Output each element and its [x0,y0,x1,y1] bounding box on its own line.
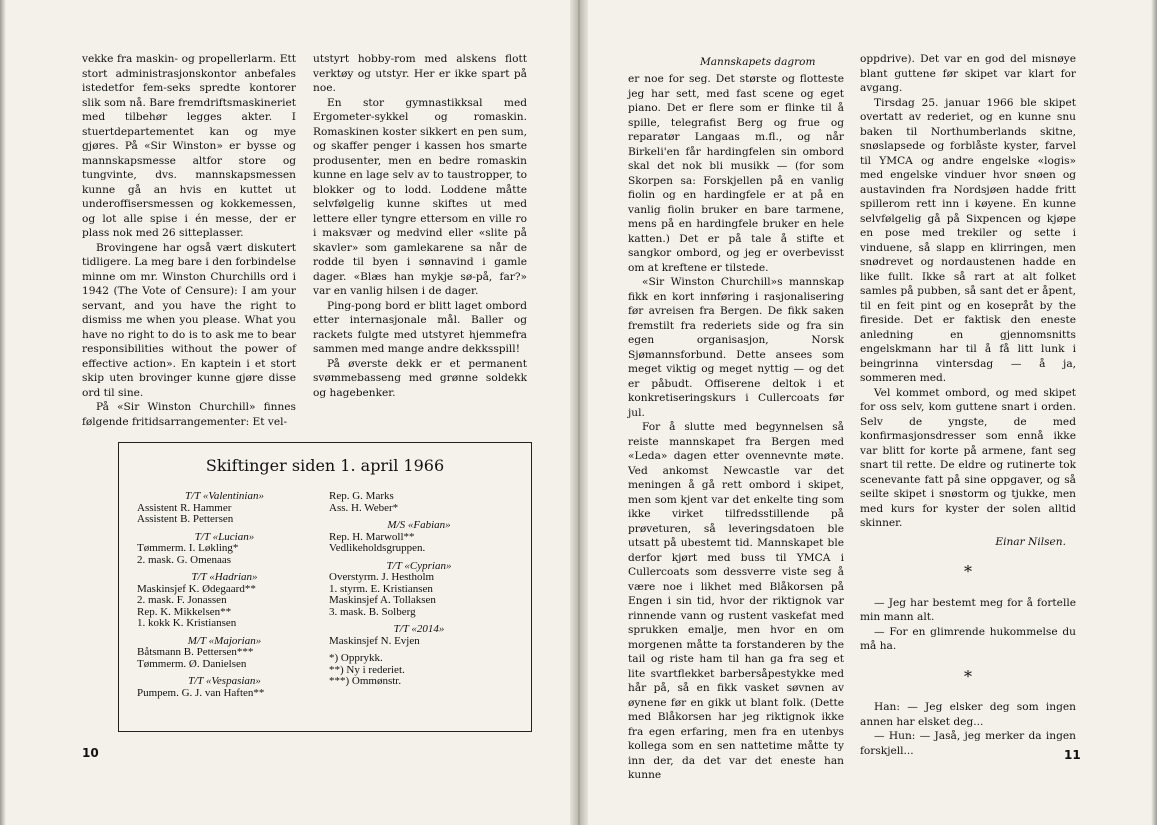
book-gutter [570,0,588,825]
crew-entry: Rep. K. Mikkelsen** [137,605,232,618]
paragraph: På øverste dekk er et permanent svømmebasseng med grønne soldekk og hagebenker. [313,357,527,399]
ship-name: T/T «Cyprian» [386,559,452,572]
paragraph: Tirsdag 25. januar 1966 ble skipet overtatt av rederiet, og en kunne snu baken til Northumberlands skitne, snøslapsede og forblåste kyster, farvel til YMCA og andre engelske «logis» med engelske vinduer hvor snøen og austavinden fra Nordsjøen hadde fritt spillerom rett inn i køyene. En kunne selvfølgelig gå på Sixpencen og kjøpe en pose med trekiler og sette i vinduene, så slapp en klirringen, men snødrevet og nordaustenen hadde en like fullt. Ikke så rart at alt folket samles på pubben, så sant det er åpent, til en feit pint og en kosepråt by the fireside. Det er faktisk den eneste anledning en gjennomsnitts engelskmann har til å få litt lunk i beingrinna vintersdag — å ja, sommeren med. [860,96,1076,384]
crew-entry: 3. mask. B. Solberg [329,605,416,618]
crew-entry: Båtsmann B. Pettersen*** [137,646,254,658]
right-page-column-2-text [860,52,1076,531]
crew-entry: Tømmerm. Ø. Danielsen [137,657,247,670]
crew-group [137,676,312,699]
crew-changes-box [118,442,532,732]
paragraph: vekke fra maskin- og propellerlarm. Ett stort administrasjonskontor anbefales istedetfor fem-seks spredte kontorer slik som nå. Bare fremdriftsmaskineriet med tilbehør legges akter. I stuertdepartementet kan og mye gjøres. På «Sir Winston» er bysse og mannskapsmesse altfor store og tungvinte, dvs. mannskapsmessen kunne gå an hvis en kuttet ut underoffisersmessen og kokkemessen, og lot alle spise i én messe, der er plass nok med 26 sitteplasser. [82,53,296,239]
joke-line: Han: — Jeg elsker deg som ingen annen har elsket deg... [860,701,1076,728]
crew-entry: Tømmerm. I. Løkling* [137,542,239,554]
paragraph: For å slutte med begynnelsen så reiste mannskapet fra Bergen med «Leda» dagen etter ovennevnte møte. Ved ankomst Newcastle var det meningen å gå rett ombord i skipet, men som kjent var det enkelte ting som ikke virket tilfredsstillende på prøveturen, så leveringsdatoen ble utsatt på ubestemt tid. Mannskapet ble derfor kjørt med buss til YMCA i Cullercoats som dessverre viste seg å være noe i likhet med Blåkorsen på Engen i sin tid, hvor der riktignok var rinnende vann og rustent vaskefat med sprukken emalje, men hvor en om morgenen måtte ta forstanderen by the tail og riste ham til han ga fra seg et lite svartflekket barbersåpestykke med hår på, så en fikk vasket søvnen av øynene før en gikk ut blant folk. (Dette med Blåkorsen har jeg riktignok ikke fra egen erfaring, men fra en utenbys kollega som en sen nattetime måtte ty inn der, da det var det eneste han kunne [628,421,844,781]
ship-name: T/T «Lucian» [194,530,255,543]
crew-entry: Rep. H. Marwoll** [329,530,415,543]
joke-line: — For en glimrende hukommelse du må ha. [860,625,1076,652]
page-number-right: 11 [1064,748,1081,762]
crew-changes-right-column [329,491,509,688]
crew-entry: ***) Ommønstr. [329,675,402,687]
paragraph: En stor gymnastikksal med Ergometer-sykkel og romaskin. Romaskinen koster sikkert en pen sum, og skaffer penger i kassen hos smarte produsenter, men en bedre romaskin kunne en lage selv av to taustropper, to blokker og to lodd. Loddene måtte selvfølgelig kunne skiftes ut med lettere eller tyngre ettersom en ville ro i maksvær og medvind eller «slite på skavler» som gamlekarene sa når de rodde til byen i sønnavind i gamle dager. «Blæs han mykje sø-på, far?» var en vanlig hilsen i de dager. [313,96,527,297]
paragraph: er noe for seg. Det største og flotteste jeg har sett, med fast scene og eget piano. Det er flere som er flinke til å spille, telegrafist Berg og frue og reparatør Langaas m.fl., og når Birkeli'en får hardingfelen sin ombord skal det nok bli musikk — (for som Skorpen sa: Forskjellen på en vanlig fiolin og en hardingfele er at på en vanlig fiolin bruker en bare tarmene, mens på en hardingfele bruker en hele katten.) Det er på tale å stifte et sangkor ombord, og jeg er overbevisst om at kreftene er tilstede. [628,73,844,274]
crew-entry: *) Opprykk. [329,652,383,664]
crew-group [137,491,312,526]
crew-entry: 2. mask. F. Jonassen [137,594,227,606]
crew-entry: 1. styrm. E. Kristiansen [329,582,433,595]
crew-group [329,624,509,647]
crew-group [329,561,509,619]
separator-star-2: * [964,666,972,686]
crew-entry: Overstyrm. J. Hestholm [329,571,435,583]
crew-entry: Maskinsjef A. Tollaksen [329,594,436,606]
crew-entry: Assistent R. Hammer [137,501,232,514]
paragraph: Brovingene har også vært diskutert tidligere. La meg bare i den forbindelse minne om mr. Winston Churchills ord i 1942 (The Vote of Censure): I am your servant, and you have the right to dismiss me when you please. What you have no right to do is to ask me to bear responsibilities without the power of effective action». En kaptein i et stort skip uten brovinger kunne gjøre disse ord til sine. [82,241,296,399]
crew-group [137,532,312,567]
crew-group [329,653,509,688]
crew-entry: Ass. H. Weber* [329,501,399,514]
separator-star-1: * [964,562,972,581]
crew-entry: **) Ny i rederiet. [329,663,405,676]
crew-group [137,572,312,630]
crew-changes-title: Skiftinger siden 1. april 1966 [205,456,445,475]
ship-name: T/T «Hadrian» [191,571,258,583]
crew-entry: Pumpem. G. J. van Haften** [137,686,265,699]
ship-name: T/T «Valentinian» [185,490,264,502]
crew-entry: Rep. G. Marks [329,490,394,502]
paragraph: utstyrt hobby-rom med alskens flott verktøy og utstyr. Her er ikke spart på noe. [313,53,527,94]
crew-entry: Maskinsjef N. Evjen [329,634,420,647]
right-page-column-2 [860,52,1076,758]
crew-group [329,520,509,555]
joke-1 [860,596,1076,654]
page-number-left: 10 [82,746,99,760]
crew-group [329,491,509,514]
right-page-column-1 [628,72,844,783]
crew-entry: Maskinsjef K. Ødegaard** [137,582,256,595]
left-page-column-1 [82,52,296,429]
ship-name: M/T «Majorian» [187,634,262,647]
paragraph: Vel kommet ombord, og med skipet for oss selv, kom guttene snart i orden. Selv de yngste, de med konfirmasjonsdresser som ennå ikke var blitt for korte på armene, fant seg snart til rette. De eldre og rutinerte tok scenevante fatt på sine oppgaver, og så seilte skipet i snøstorm og tjukke, men med kurs for kyster der solen alltid skinner. [860,386,1076,529]
page-edge-right [1151,0,1157,825]
paragraph: oppdrive). Det var en god del misnøye blant guttene før skipet var klart for avgang. [860,53,1076,94]
page-edge-left [0,0,6,825]
left-page-column-2 [313,52,527,400]
paragraph: På «Sir Winston Churchill» finnes følgende fritidsarrangementer: Et vel- [82,401,296,428]
crew-entry: 2. mask. G. Omenaas [137,553,232,566]
joke-line: — Hun: — Jaså, jeg merker da ingen forskjell... [860,730,1076,757]
joke-line: — Jeg har bestemt meg for å fortelle min mann alt. [860,596,1076,623]
crew-entry: 1. kokk K. Kristiansen [137,617,237,629]
crew-entry: Assistent B. Pettersen [137,513,234,525]
ship-name: M/S «Fabian» [387,519,451,531]
crew-group [137,636,312,671]
crew-entry: Vedlikeholdsgruppen. [329,542,426,554]
crew-changes-left-column [137,491,312,699]
author-signature: Einar Nilsen. [995,535,1066,548]
running-head: Mannskapets dagrom [700,56,816,68]
ship-name: T/T «Vespasian» [188,675,261,687]
paragraph: Ping-pong bord er blitt laget ombord etter internasjonale mål. Baller og rackets fulgte med utstyret hjemmefra sammen med mange andre dekksspill! [313,299,527,355]
paragraph: «Sir Winston Churchill»s mannskap fikk en kort innføring i rasjonalisering før avreisen fra Bergen. De fikk saken fremstilt fra rederiets side og fra sin egen organisasjon, Norsk Sjømannsforbund. Dette ansees som meget viktig og meget nyttig — og det er påbudt. Offiserene deltok i et konkretiseringskurs i Cullercoats før jul. [628,276,844,419]
joke-2 [860,700,1076,758]
ship-name: T/T «2014» [393,623,445,635]
